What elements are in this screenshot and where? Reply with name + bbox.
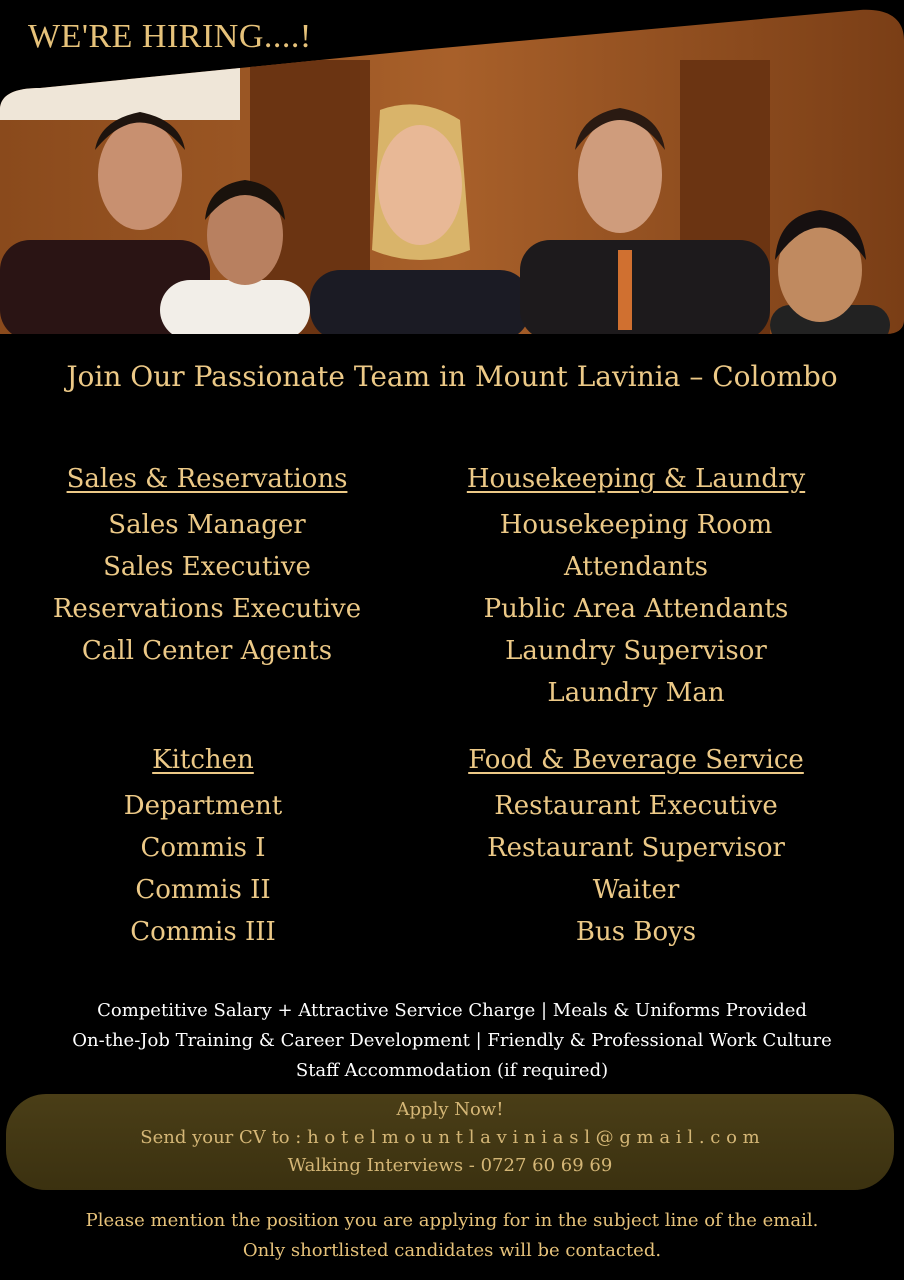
benefit-line: Staff Accommodation (if required) bbox=[295, 1060, 609, 1081]
cv-email-line[interactable]: Send your CV to : h o t e l m o u n t l a v i n i a s l @ g m a i l . c o m bbox=[140, 1127, 760, 1148]
section-kitchen bbox=[0, 743, 413, 953]
job-item: Reservations Executive bbox=[52, 594, 362, 624]
footer-note bbox=[0, 1206, 904, 1266]
note-line: Only shortlisted candidates will be contacted. bbox=[242, 1240, 662, 1261]
benefit-line: On-the-Job Training & Career Development | Friendly & Professional Work Culture bbox=[72, 1030, 832, 1051]
section-title: Food & Beverage Service bbox=[468, 745, 804, 775]
section-food-beverage bbox=[426, 743, 846, 953]
job-item: Commis III bbox=[130, 917, 276, 947]
section-housekeeping-laundry bbox=[426, 462, 846, 714]
job-item: Public Area Attendants bbox=[483, 594, 789, 624]
note-line: Please mention the position you are applying for in the subject line of the email. bbox=[85, 1210, 819, 1231]
job-item: Bus Boys bbox=[575, 917, 697, 947]
benefit-line: Competitive Salary + Attractive Service Charge | Meals & Uniforms Provided bbox=[97, 1000, 807, 1021]
subtitle: Join Our Passionate Team in Mount Lavinia – Colombo bbox=[66, 360, 838, 393]
job-item: Laundry Man bbox=[547, 678, 725, 708]
job-item: Restaurant Executive bbox=[494, 791, 778, 821]
section-title: Housekeeping & Laundry bbox=[466, 464, 806, 494]
section-title: Sales & Reservations bbox=[66, 464, 348, 494]
job-item: Waiter bbox=[592, 875, 680, 905]
job-item: Sales Executive bbox=[103, 552, 311, 582]
job-item: Laundry Supervisor bbox=[505, 636, 767, 666]
job-item: Department bbox=[123, 791, 283, 821]
apply-title: Apply Now! bbox=[396, 1099, 504, 1120]
job-item: Restaurant Supervisor bbox=[487, 833, 785, 863]
interview-phone-line[interactable]: Walking Interviews - 0727 60 69 69 bbox=[287, 1155, 613, 1176]
apply-banner bbox=[6, 1094, 894, 1190]
job-item: Commis I bbox=[140, 833, 266, 863]
job-item: Commis II bbox=[135, 875, 271, 905]
job-item: Call Center Agents bbox=[81, 636, 333, 666]
section-title: Kitchen bbox=[152, 745, 254, 775]
job-item: Sales Manager bbox=[108, 510, 306, 540]
hiring-headline: WE'RE HIRING....! bbox=[28, 18, 312, 55]
benefits bbox=[0, 996, 904, 1086]
job-item: Housekeeping Room Attendants bbox=[499, 510, 773, 582]
section-sales-reservations bbox=[0, 462, 417, 672]
